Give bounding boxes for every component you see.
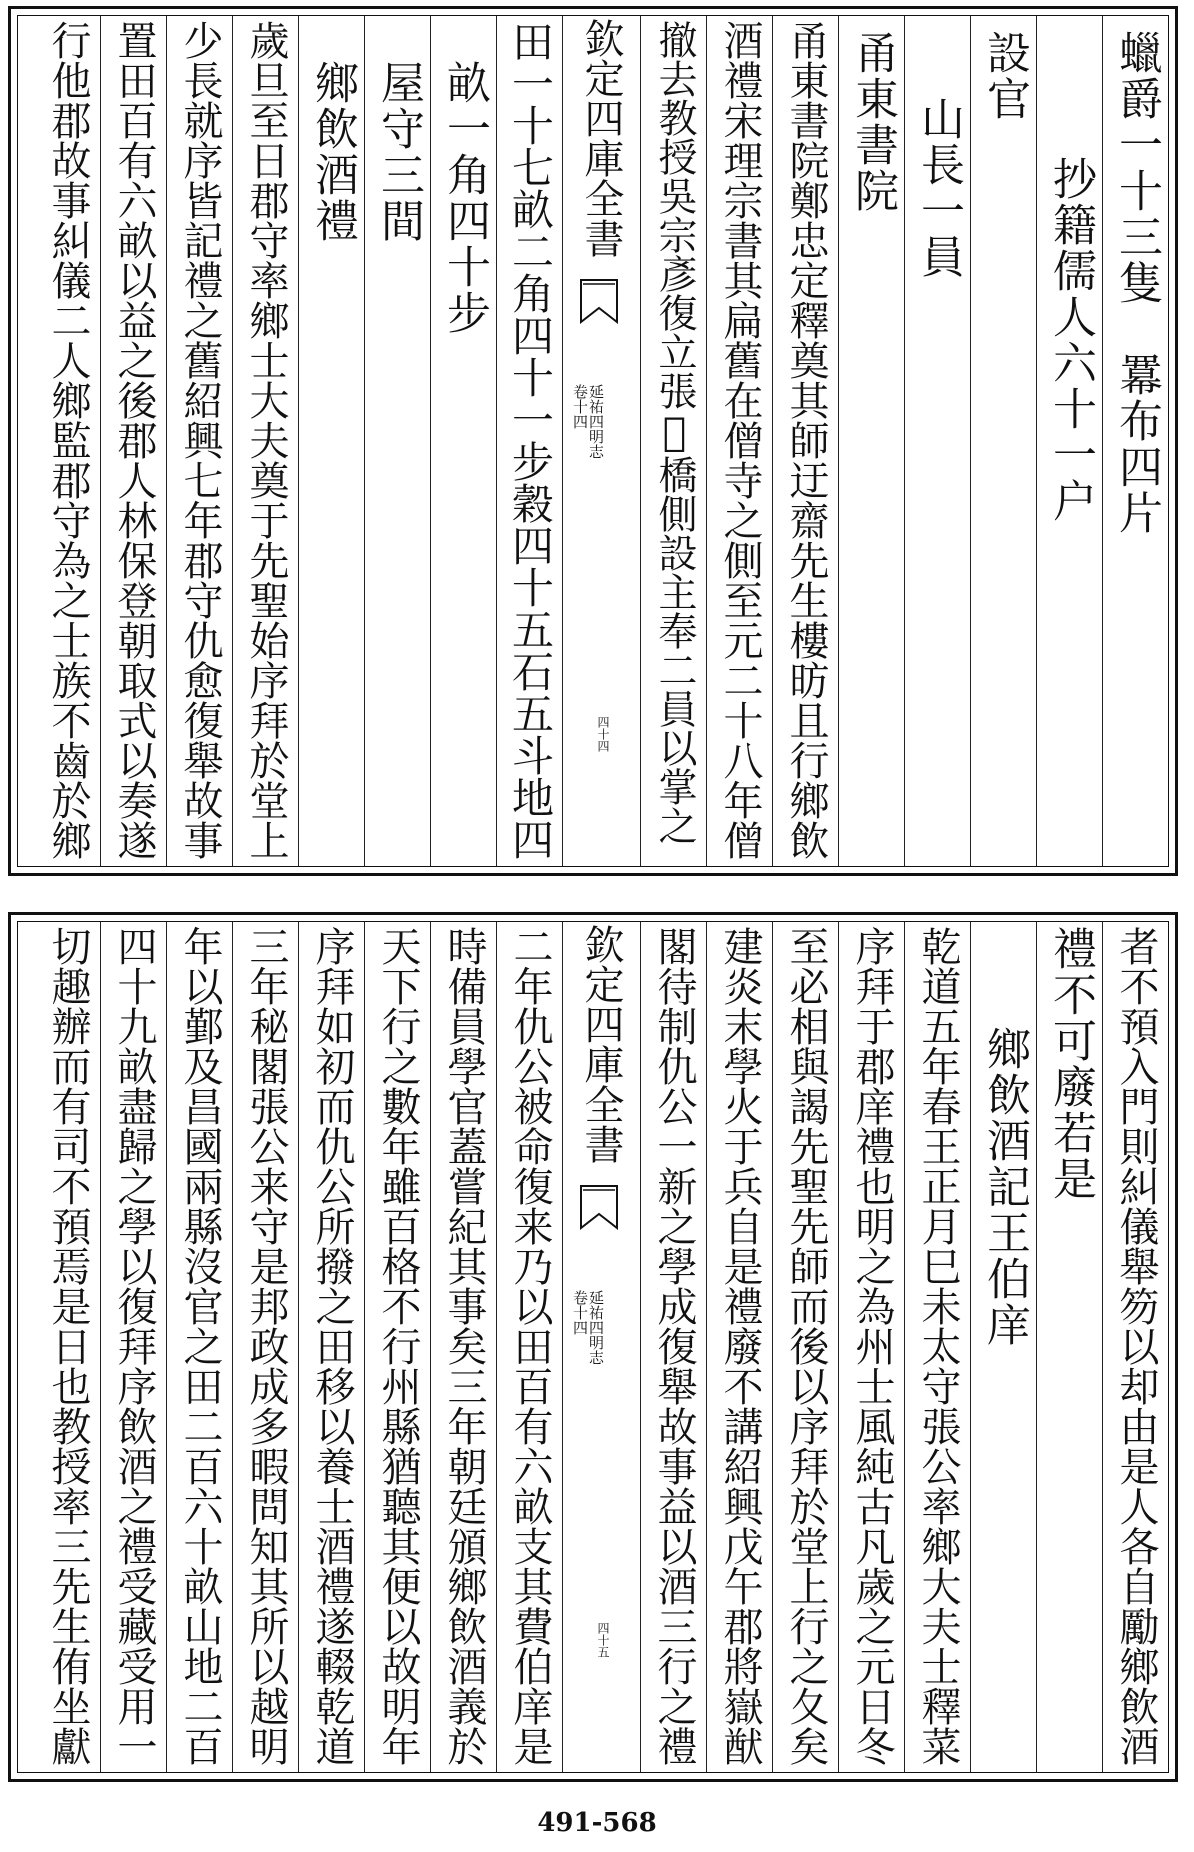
gutter-volume: 卷十四	[571, 1290, 589, 1335]
column-1	[1102, 922, 1168, 1772]
column-text: 歲旦至日郡守率鄉士大夫奠于先聖始序拜於堂上	[243, 20, 289, 860]
column-text: 甬東書院鄭忠定釋奠其師迂齋先生樓昉且行鄉飲	[783, 20, 829, 860]
page-frame	[17, 921, 1169, 1773]
column-10	[430, 16, 496, 866]
column-10	[430, 922, 496, 1772]
column-7	[706, 922, 772, 1772]
text-columns	[18, 922, 1168, 1772]
column-2	[1036, 922, 1102, 1772]
column-5	[838, 16, 904, 866]
column-text: 山長一員	[913, 96, 964, 280]
page-number-footer: 491-568	[537, 1808, 657, 1838]
column-text: 天下行之數年雖百格不行州縣猶聽其便以故明年	[375, 926, 421, 1766]
column-text: 少長就序皆記禮之舊紹興七年郡守仇愈復舉故事	[177, 20, 223, 860]
gutter-folio: 四十五	[596, 1622, 610, 1658]
column-11	[364, 922, 430, 1772]
column-2	[1036, 16, 1102, 866]
column-7	[706, 16, 772, 866]
column-16	[34, 16, 100, 866]
column-text: 三年秘閣張公来守是邦政成多暇問知其所以越明	[243, 926, 289, 1766]
gutter-title: 欽定四庫全書	[578, 18, 624, 258]
fishtail-mark-icon	[579, 1184, 619, 1230]
column-text: 序拜于郡庠禮也明之為州士風純古凡歲之元日冬	[849, 926, 895, 1766]
column-text: 酒禮宋理宗書其扁舊在僧寺之側至元二十八年僧	[717, 20, 763, 860]
column-text: 蠟爵一十三隻 羃布四片	[1111, 30, 1162, 536]
column-15	[100, 16, 166, 866]
column-3	[970, 16, 1036, 866]
column-text: 時備員學官蓋嘗紀其事矣三年朝廷頒鄉飲酒義於	[441, 926, 487, 1766]
column-9	[496, 16, 562, 866]
gutter-book-title: 延祐四明志	[587, 384, 605, 459]
gutter-title: 欽定四庫全書	[578, 924, 624, 1164]
column-5	[838, 922, 904, 1772]
book-page-top	[8, 6, 1178, 876]
column-12	[298, 922, 364, 1772]
column-4	[904, 16, 970, 866]
column-text: 設官	[979, 30, 1030, 122]
column-14	[166, 16, 232, 866]
column-9	[496, 922, 562, 1772]
column-text: 切趣辦而有司不預焉是日也教授率三先生侑坐獻	[45, 926, 91, 1766]
column-text: 閣待制仇公一新之學成復舉故事益以酒三行之禮	[651, 926, 697, 1766]
column-text: 抄籍儒人六十一户	[1045, 156, 1096, 524]
column-text: 行他郡故事糾儀二人鄉監郡守為之士族不齒於鄉	[45, 20, 91, 860]
center-gutter	[562, 922, 640, 1772]
column-text: 屋守三間	[373, 60, 424, 244]
column-3	[970, 922, 1036, 1772]
column-8	[640, 16, 706, 866]
center-gutter	[562, 16, 640, 866]
column-text: 至必相與謁先聖先師而後以序拜於堂上行之夂矣	[783, 926, 829, 1766]
column-text: 二年仇公被命復来乃以田百有六畝支其費伯庠是	[507, 926, 553, 1766]
column-text: 建炎末學火于兵自是禮廢不講紹興戊午郡將嶽猷	[717, 926, 763, 1766]
column-text: 者不預入門則糾儀舉笏以却由是人各自勵鄉飲酒	[1113, 926, 1159, 1766]
gutter-book-title: 延祐四明志	[587, 1290, 605, 1365]
column-13	[232, 922, 298, 1772]
page-frame	[17, 15, 1169, 867]
column-14	[166, 922, 232, 1772]
gutter-volume: 卷十四	[571, 384, 589, 429]
text-columns	[18, 16, 1168, 866]
column-6	[772, 16, 838, 866]
fishtail-mark-icon	[579, 278, 619, 324]
column-11	[364, 16, 430, 866]
column-6	[772, 922, 838, 1772]
column-text: 禮不可廢若是	[1045, 926, 1096, 1202]
column-text: 鄉飲酒禮	[307, 60, 358, 244]
column-text: 四十九畝盡歸之學以復拜序飲酒之禮受藏受用一	[111, 926, 157, 1766]
column-text: 撤去教授吳宗彥復立張𬞚橋側設主奉二員以掌之	[652, 20, 697, 845]
column-12	[298, 16, 364, 866]
column-text: 年以鄞及昌國兩縣沒官之田二百六十畝山地二百	[177, 926, 223, 1766]
column-16	[34, 922, 100, 1772]
column-1	[1102, 16, 1168, 866]
column-text: 田一十七畝二角四十一步穀四十五石五斗地四	[506, 20, 555, 860]
column-8	[640, 922, 706, 1772]
book-page-bottom	[8, 912, 1178, 1782]
column-text: 鄉飲酒記王伯庠	[979, 1026, 1030, 1348]
column-text: 序拜如初而仇公所撥之田移以養士酒禮遂輟乾道	[309, 926, 355, 1766]
column-4	[904, 922, 970, 1772]
column-text: 甬東書院	[847, 30, 898, 214]
gutter-folio: 四十四	[596, 716, 610, 752]
column-15	[100, 922, 166, 1772]
column-text: 畝一角四十步	[439, 60, 490, 336]
column-text: 乾道五年春王正月巳未太守張公率鄉大夫士釋菜	[915, 926, 961, 1766]
column-text: 置田百有六畝以益之後郡人林保登朝取式以奏遂	[111, 20, 157, 860]
column-13	[232, 16, 298, 866]
